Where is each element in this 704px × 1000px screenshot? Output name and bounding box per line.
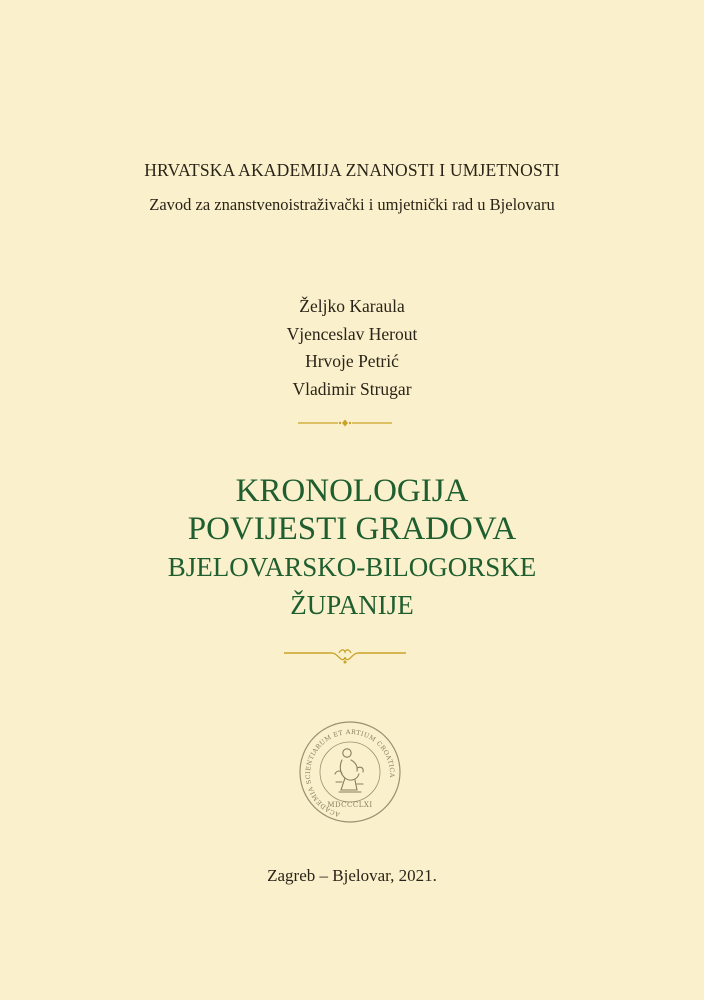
- seal-ring-text: ACADEMIA SCIENTIARUM ET ARTIUM CROATICA: [304, 728, 396, 818]
- title-line: BJELOVARSKO-BILOGORSKE: [167, 552, 537, 582]
- author-name: Vladimir Strugar: [292, 378, 412, 399]
- small-divider-ornament: [298, 418, 392, 428]
- title-line: KRONOLOGIJA: [235, 473, 469, 509]
- author-list: [0, 293, 704, 403]
- seal-year-text: MDCCCLXI: [327, 801, 373, 809]
- academy-seal-icon: [295, 716, 405, 828]
- title-line: POVIJESTI GRADOVA: [187, 511, 517, 547]
- place-and-year: Zagreb – Bjelovar, 2021.: [267, 866, 437, 885]
- institute-name: Zavod za znanstvenoistraživački i umjetnički rad u Bjelovaru: [149, 195, 555, 214]
- author-name: Hrvoje Petrić: [305, 351, 399, 371]
- author-name: Željko Karaula: [299, 296, 405, 316]
- author-name: Vjenceslav Herout: [286, 323, 418, 344]
- title-line: ŽUPANIJE: [290, 590, 414, 620]
- ornate-divider-ornament: [284, 645, 406, 667]
- institution-name: HRVATSKA AKADEMIJA ZNANOSTI I UMJETNOSTI: [144, 160, 560, 180]
- book-title: [0, 472, 704, 624]
